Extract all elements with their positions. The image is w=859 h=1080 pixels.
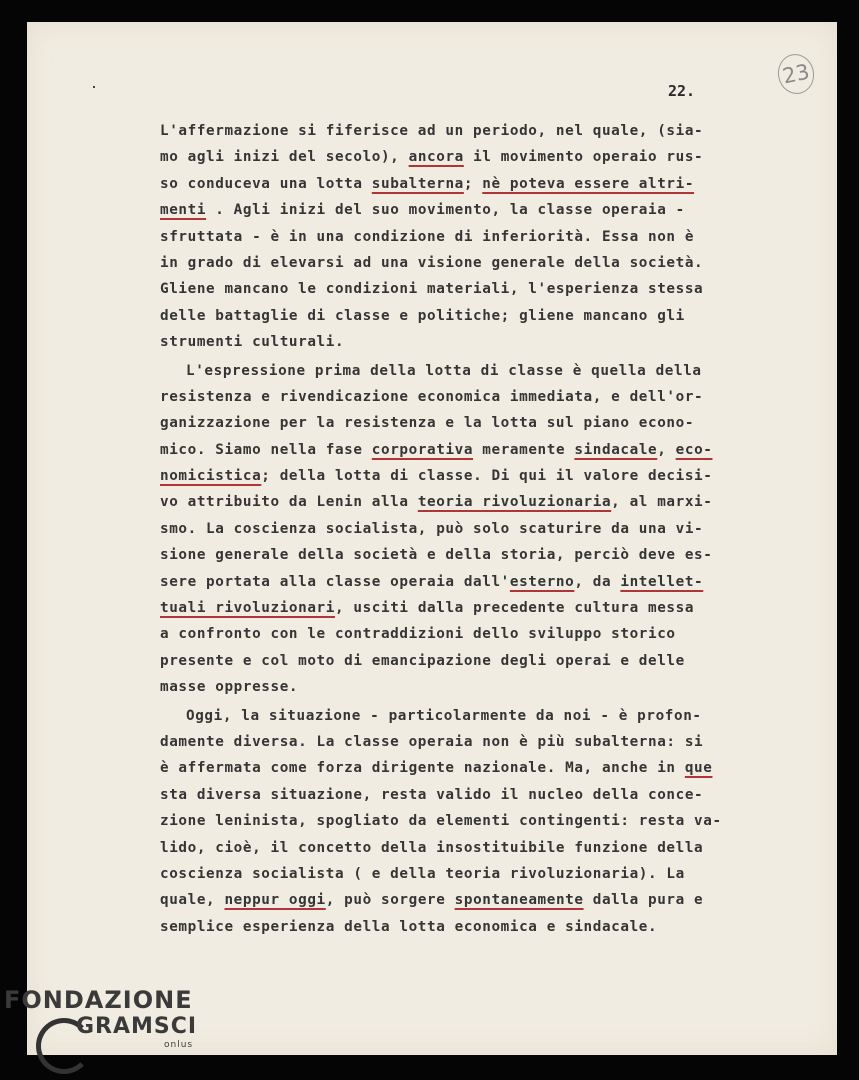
text-segment: è affermata come forza dirigente nazionale. Ma, anche in	[160, 760, 685, 777]
typed-text	[160, 118, 760, 940]
fondazione-gramsci-watermark	[4, 986, 197, 1050]
text-line	[160, 542, 760, 568]
text-segment: strumenti culturali.	[160, 334, 345, 351]
text-line	[160, 276, 760, 302]
underlined-text: intellet-	[620, 573, 704, 590]
text-segment: so conduceva una lotta	[160, 175, 372, 192]
text-segment: presente e col moto di emancipazione degli operai e delle	[160, 652, 685, 669]
text-segment: quale,	[160, 892, 225, 909]
watermark-line-1: FONDAZIONE	[4, 986, 193, 1014]
text-line	[160, 861, 760, 887]
text-segment: , può sorgere	[325, 892, 455, 909]
text-segment: ;	[463, 175, 483, 192]
text-segment: delle battaglie di classe e politiche; gliene mancano gli	[160, 307, 685, 324]
text-segment: dalla pura e	[583, 892, 704, 909]
text-line	[160, 648, 760, 674]
text-line	[160, 224, 760, 250]
text-segment: ,	[657, 441, 676, 458]
text-line	[160, 782, 760, 808]
text-line	[160, 171, 760, 197]
text-line	[160, 755, 760, 781]
text-segment: sfruttata - è in una condizione di inferiorità. Essa non è	[160, 228, 695, 245]
text-segment: lido, cioè, il concetto della insostituibile funzione della	[160, 839, 704, 856]
text-line	[160, 303, 760, 329]
document-page	[27, 22, 837, 1055]
text-line	[160, 595, 760, 621]
text-segment: Gliene mancano le condizioni materiali, l'esperienza stessa	[160, 281, 704, 298]
watermark-line-2: GRAMSCI	[76, 1014, 198, 1039]
text-segment: resistenza e rivendicazione economica immediata, e dell'or-	[160, 388, 704, 405]
text-line	[160, 384, 760, 410]
text-segment: ganizzazione per la resistenza e la lotta sul piano econo-	[160, 415, 695, 432]
underlined-text: menti	[160, 202, 207, 219]
text-line	[160, 835, 760, 861]
text-segment: sta diversa situazione, resta valido il nucleo della conce-	[160, 786, 704, 803]
underlined-text: corporativa	[371, 441, 474, 458]
underlined-text: eco-	[675, 441, 713, 458]
underlined-text: nè poteva essere altri-	[482, 175, 695, 192]
text-segment: damente diversa. La classe operaia non è più subalterna: si	[160, 733, 704, 750]
text-segment: , al marxi-	[611, 494, 713, 511]
text-segment: meramente	[473, 441, 575, 458]
text-segment: mico. Siamo nella fase	[160, 441, 372, 458]
underlined-text: esterno	[509, 573, 575, 590]
text-line	[160, 410, 760, 436]
underlined-text: sindacale	[574, 441, 658, 458]
text-segment: , usciti dalla precedente cultura messa	[334, 600, 695, 617]
ink-speck	[93, 86, 95, 88]
underlined-text: spontaneamente	[454, 892, 584, 909]
text-segment: Oggi, la situazione - particolarmente da noi - è profon-	[186, 707, 702, 724]
page-number: 22.	[668, 82, 696, 100]
text-line	[160, 250, 760, 276]
text-line	[160, 358, 760, 384]
text-segment: zione leninista, spogliato da elementi contingenti: resta va-	[160, 813, 722, 830]
text-segment: masse oppresse.	[160, 679, 299, 696]
underlined-text: teoria rivoluzionaria	[417, 494, 612, 511]
text-segment: sione generale della società e della storia, perciò deve es-	[160, 547, 713, 564]
text-segment: smo. La coscienza socialista, può solo scaturire da una vi-	[160, 520, 704, 537]
text-segment: , da	[574, 573, 621, 590]
text-line	[160, 144, 760, 170]
text-segment: a confronto con le contraddizioni dello sviluppo storico	[160, 626, 676, 643]
underlined-text: ancora	[408, 149, 464, 166]
text-segment: L'affermazione si fiferisce ad un periodo, nel quale, (sia-	[160, 123, 704, 139]
archive-number: 23	[774, 51, 818, 98]
text-line	[160, 621, 760, 647]
underlined-text: tuali rivoluzionari	[160, 600, 335, 617]
text-line	[160, 914, 760, 940]
text-line	[160, 729, 760, 755]
underlined-text: neppur oggi	[224, 892, 326, 909]
underlined-text: subalterna	[371, 175, 464, 192]
text-segment: mo agli inizi del secolo),	[160, 149, 409, 166]
text-segment: il movimento operaio rus-	[463, 149, 704, 166]
text-line	[160, 674, 760, 700]
text-line	[160, 329, 760, 355]
text-segment: L'espressione prima della lotta di classe è quella della	[186, 362, 702, 379]
text-line	[160, 569, 760, 595]
text-segment: coscienza socialista ( e della teoria rivoluzionaria). La	[160, 865, 685, 882]
text-segment: ; della lotta di classe. Di qui il valore decisi-	[261, 468, 713, 485]
underlined-text: nomicistica	[160, 468, 262, 485]
text-line	[160, 463, 760, 489]
text-line	[160, 703, 760, 729]
text-line	[160, 197, 760, 223]
watermark-line-3: onlus	[164, 1040, 194, 1050]
text-line	[160, 808, 760, 834]
text-segment: . Agli inizi del suo movimento, la classe operaia -	[206, 202, 685, 219]
text-segment: semplice esperienza della lotta economica e sindacale.	[160, 918, 658, 935]
text-line	[160, 516, 760, 542]
text-segment: vo attribuito da Lenin alla	[160, 494, 418, 511]
text-segment: in grado di elevarsi ad una visione generale della società.	[160, 254, 704, 271]
text-line	[160, 887, 760, 913]
underlined-text: que	[684, 760, 713, 777]
text-segment: sere portata alla classe operaia dall'	[160, 573, 510, 590]
text-line	[160, 437, 760, 463]
text-line	[160, 118, 760, 144]
text-line	[160, 489, 760, 515]
